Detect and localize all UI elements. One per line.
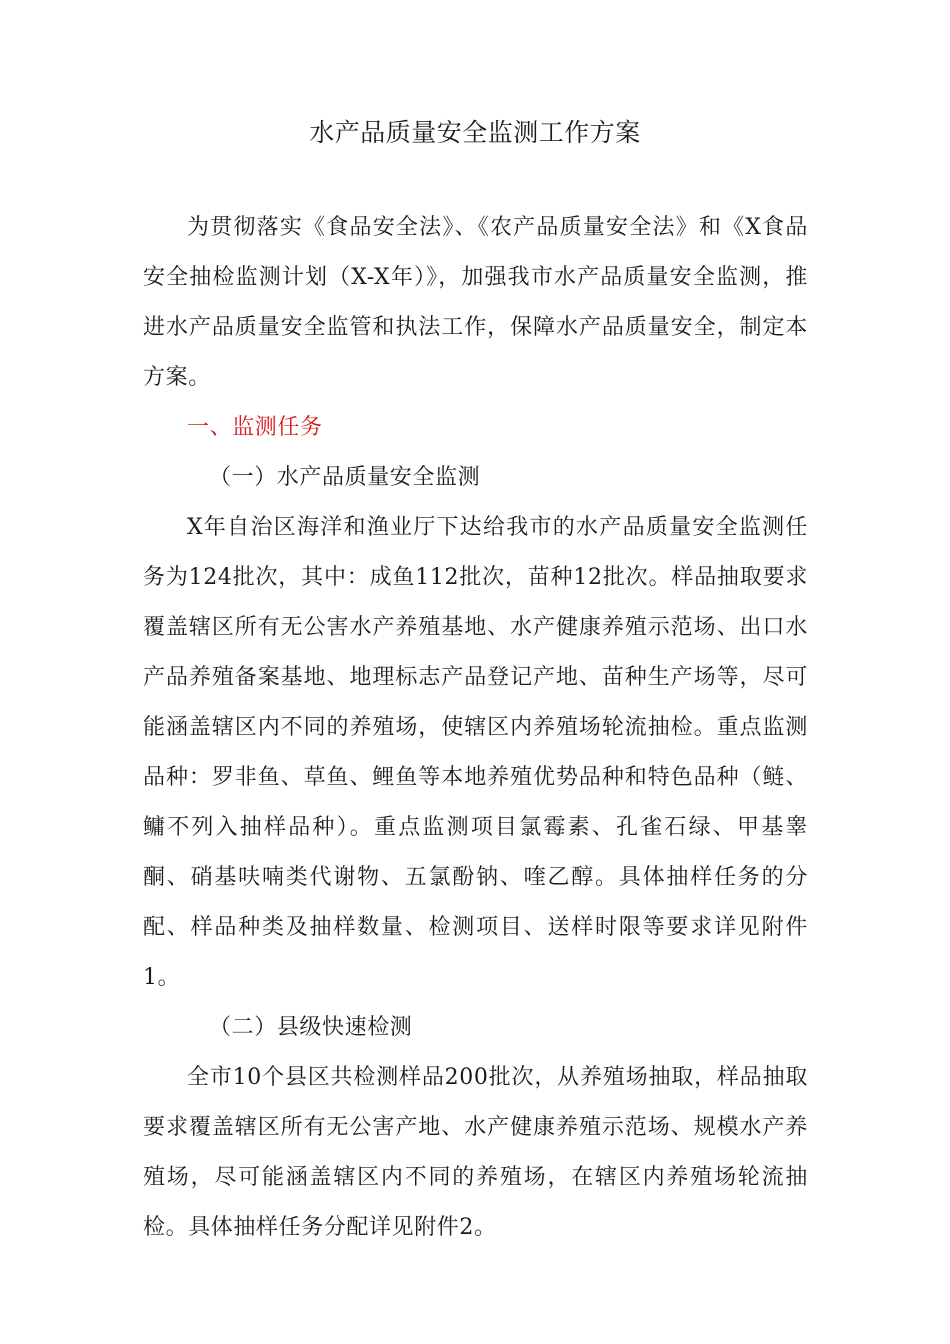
page-title: 水产品质量安全监测工作方案: [309, 118, 641, 147]
document-body: [143, 203, 808, 1253]
aquatic-monitoring-paragraph: X年自治区海洋和渔业厅下达给我市的水产品质量安全监测任务为124批次，其中：成鱼112批次，苗种12批次。样品抽取要求覆盖辖区所有无公害水产养殖基地、水产健康养殖示范场、出口水产品养殖备案基地、地理标志产品登记产地、苗种生产场等，尽可能涵盖辖区内不同的养殖场，使辖区内养殖场轮流抽检。重点监测品种：罗非鱼、草鱼、鲤鱼等本地养殖优势品种和特色品种（鲢、鳙不列入抽样品种）。重点监测项目氯霉素、孔雀石绿、甲基睾酮、硝基呋喃类代谢物、五氯酚钠、喹乙醇。具体抽样任务的分配、样品种类及抽样数量、检测项目、送样时限等要求详见附件1。: [143, 515, 808, 990]
intro-paragraph: 为贯彻落实《食品安全法》、《农产品质量安全法》和《X食品安全抽检监测计划（X-X年）》，加强我市水产品质量安全监测，推进水产品质量安全监管和执法工作，保障水产品质量安全，制定本方案。: [143, 215, 808, 390]
subsection-heading-aquatic-monitoring: （一）水产品质量安全监测: [209, 465, 481, 490]
section-heading-monitoring-tasks: 一、监测任务: [187, 415, 323, 440]
subsection-heading-county-rapid-testing: （二）县级快速检测: [209, 1015, 413, 1040]
county-rapid-testing-paragraph: 全市10个县区共检测样品200批次，从养殖场抽取，样品抽取要求覆盖辖区所有无公害产地、水产健康养殖示范场、规模水产养殖场，尽可能涵盖辖区内不同的养殖场，在辖区内养殖场轮流抽检。具体抽样任务分配详见附件2。: [143, 1065, 808, 1240]
